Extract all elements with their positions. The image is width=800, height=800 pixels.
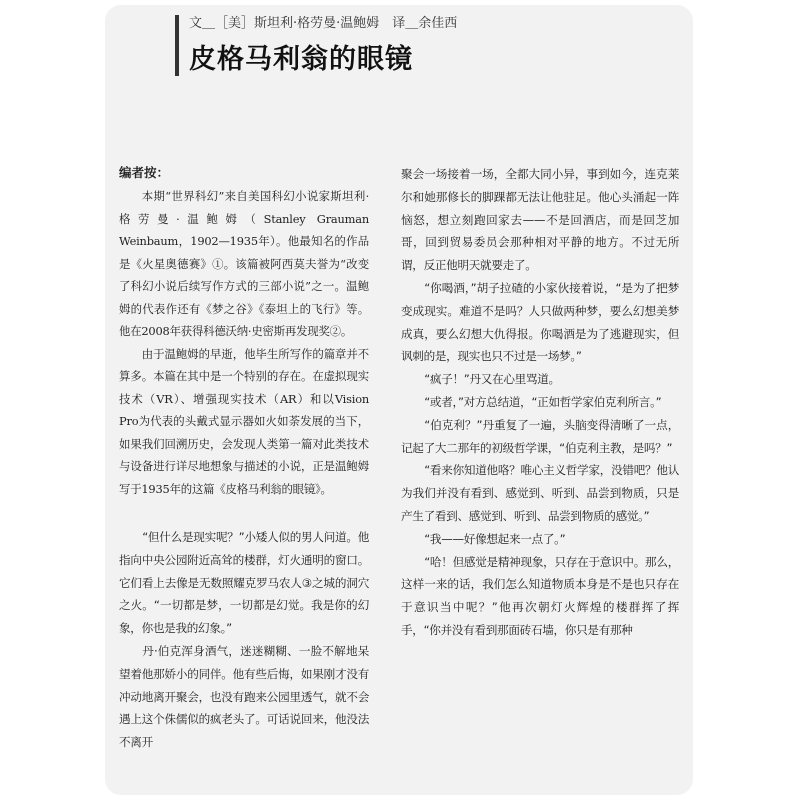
story-paragraph: “或者，”对方总结道，“正如哲学家伯克利所言。” bbox=[424, 394, 662, 409]
story-paragraph: “疯子！”丹又在心里骂道。 bbox=[424, 372, 560, 387]
magazine-page bbox=[105, 5, 693, 795]
byline: 文＿［美］斯坦利·格劳曼·温鲍姆 译＿余佳西 bbox=[189, 16, 458, 31]
story-paragraph: “哈！但感觉是精神现象，只存在于意识中。那么，这样一来的话，我们怎么知道物质本身是不是也只存在于意识当中呢？”他再次朝灯火辉煌的楼群挥了挥手，“你并没有看到那面砖石墙，你只是有那种 bbox=[401, 554, 679, 637]
story-paragraph: “我——好像想起来一点了。” bbox=[424, 531, 566, 546]
editor-note bbox=[119, 163, 369, 500]
story-paragraph: “但什么是现实呢？”小矮人似的男人问道。他指向中央公园附近高耸的楼群，灯火通明的窗口。它们看上去像是无数照耀克罗马农人③之城的洞穴之火。“一切都是梦，一切都是幻觉。我是你的幻象，你也是我的幻象。” bbox=[119, 530, 369, 636]
story-text-right bbox=[401, 163, 679, 642]
editor-note-label: 编者按： bbox=[119, 165, 170, 180]
editor-note-paragraph: 本期“世界科幻”来自美国科幻小说家斯坦利·格劳曼·温鲍姆（Stanley Grauman Weinbaum，1902—1935年）。他最知名的作品是《火星奥德赛》①。该篇被阿西莫夫誉为“改变了科幻小说后续写作方式的三部小说”之一。温鲍姆的代表作还有《梦之谷》《泰坦上的飞行》等。他在2008年获得科德沃纳·史密斯再发现奖②。 bbox=[119, 189, 369, 338]
right-column bbox=[401, 163, 679, 642]
article-header bbox=[175, 15, 693, 76]
article-title: 皮格马利翁的眼镜 bbox=[189, 44, 413, 75]
story-paragraph: 聚会一场接着一场，全都大同小异，事到如今，连克莱尔和她那修长的脚踝都无法让他驻足。他心头涌起一阵恼怒，想立刻跑回家去——不是回酒店，而是回芝加哥，回到贸易委员会那种相对平静的地方。不过无所谓，反正他明天就要走了。 bbox=[401, 167, 679, 273]
story-paragraph: 丹·伯克浑身酒气，迷迷糊糊、一脸不解地呆望着他那娇小的同伴。他有些后悔，如果刚才没有冲动地离开聚会，也没有跑来公园里透气，就不会遇上这个侏儒似的疯老头了。可话说回来，他没法不离开 bbox=[119, 643, 369, 750]
story-paragraph: “你喝酒，”胡子拉碴的小家伙接着说，“是为了把梦变成现实。难道不是吗？人只做两种梦，要么幻想美梦成真，要么幻想大仇得报。你喝酒是为了逃避现实，但讽刺的是，现实也只不过是一场梦。” bbox=[401, 280, 679, 364]
story-paragraph: “看来你知道他咯？唯心主义哲学家，没错吧？他认为我们并没有看到、感觉到、听到、品尝到物质，只是产生了看到、感觉到、听到、品尝到物质的感觉。” bbox=[401, 463, 679, 523]
story-paragraph: “伯克利？”丹重复了一遍，头脑变得清晰了一点，记起了大二那年的初级哲学课，“伯克利主教，是吗？” bbox=[401, 417, 679, 455]
editor-note-paragraph: 由于温鲍姆的早逝，他毕生所写作的篇章并不算多。本篇在其中是一个特别的存在。在虚拟现实技术（VR）、增强现实技术（AR）和以Vision Pro为代表的头戴式显示器如火如荼发展的当下，如果我们回溯历史，会发现人类第一篇对此类技术与设备进行详尽地想象与描述的小说，正是温鲍姆写于1935年的这篇《皮格马利翁的眼镜》。 bbox=[119, 346, 369, 496]
left-column bbox=[119, 163, 369, 754]
story-text-left bbox=[119, 526, 369, 754]
